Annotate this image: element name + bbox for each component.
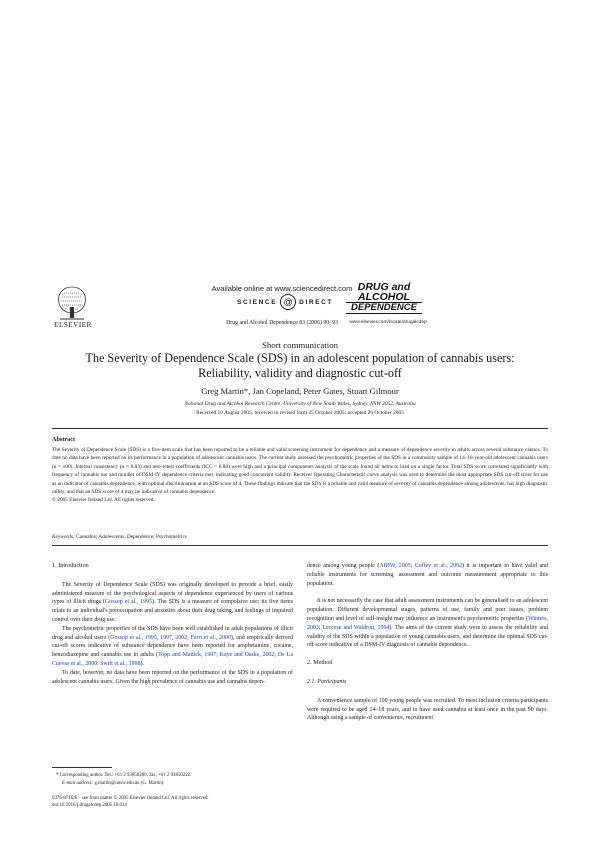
section-heading-introduction: 1. Introduction — [52, 562, 89, 569]
paragraph: To date, however, no data have been reported on the performance of the SDS in a population of adolescent cannabis users. Given the high prevalence of cannabis use and cannabis depen- — [52, 669, 293, 685]
issn-line: 0376-8716/$ – see front matter © 2005 Elsevier Ireland Ltd. All rights reserved. — [52, 796, 209, 801]
text-run: ). — [140, 660, 144, 667]
journal-citation: Drug and Alcohol Dependence 83 (2006) 90–93 — [226, 320, 338, 326]
text-run: ). The SDS is a measure of compulsive use; its five items relate to an individual's preoccupation and anxieties about their drug taking, and feelings of impaired control over their drug use. — [52, 599, 293, 623]
abstract-text — [52, 446, 548, 505]
paragraph — [52, 581, 293, 625]
received-dates: Received 10 August 2005; received in revised form 25 October 2005; accepted 26 October 2005 — [196, 410, 404, 416]
text-run: The Severity of Dependence Scale (SDS) was originally developed to provide a brief, easily administered measure of the psychological aspects of dependence experienced by users of various types of illicit drugs ( — [52, 581, 293, 606]
article-title: The Severity of Dependence Scale (SDS) in an adolescent population of cannabis users: Reliability, validity and diagnostic cut-off — [85, 351, 515, 380]
email-label: E-mail address: — [62, 780, 94, 786]
available-online-note: Available online at www.sciencedirect.com — [211, 284, 353, 293]
front-matter-info — [52, 795, 312, 810]
footnote-divider — [52, 767, 112, 768]
keywords — [52, 534, 548, 540]
citation-link[interactable]: Gossop et al., 1995 — [105, 599, 153, 606]
email-line — [52, 780, 293, 788]
sciencedirect-at-icon: @ — [280, 294, 296, 310]
citation-link[interactable]: Topp and Mattick, 1997; Kaye and Darke, 2002; De La Cuevas et al., 2000; Swift et al., 1998 — [52, 652, 293, 667]
text-run: The psychometric properties of the SDS have been well established in adult populations of illicit drug and alcohol users ( — [52, 625, 293, 641]
sciencedirect-word-1: SCIENCE — [237, 298, 278, 306]
text-run: ), and empirically derived cut-off scores indicative of substance dependence have been reported for amphetamine, cocaine, benzodiazepine and cannabis use in adults ( — [52, 634, 293, 659]
abstract-body: The Severity of Dependence Scale (SDS) is a five-item scale that has been reported to be a reliable and valid screening instrument for dependence and a measure of dependence severity in adults across several substance classes. To date no data have been reported on its performance in a population of adolescent cannabis users. The current study assessed the psychometric properties of the SDS in a community sample of 14–18-year-old adolescent cannabis users (n = 100). Internal consistency (α = 0.83) and test–retest coefficients (ICC = 0.88) were high and a principal components analysis of the scale found all items to load on a single factor. Total SDS score correlated significantly with frequency of cannabis use and number of DSM-IV dependence criteria met, indicating good concurrent validity. Receiver Operating Characteristic curve analysis was used to determine the most appropriate SDS cut-off score for use as an indicator of cannabis dependence, with optimal discrimination at an SDS score of 4. These findings indicate that the SDS is a reliable and valid measure of severity of cannabis dependence among adolescents, has high diagnostic utility, and that an SDS score of 4 may be indicative of cannabis dependence. — [52, 447, 548, 496]
citation-link[interactable]: Winters, 2003; Leccese and Waldron, 1994 — [307, 615, 548, 631]
keywords-label: Keywords: — [52, 534, 75, 540]
paragraph — [52, 625, 293, 669]
text-run: It is not necessarily the case that adult assessment instruments can be generalised to an adolescent population. Different developmental stages, patterns of use, family and peer issues, problem recognition and level of self-insight may influence an instrument's psychometric properties ( — [307, 598, 548, 622]
paragraph — [307, 597, 548, 650]
paragraph — [307, 562, 548, 588]
citation-link[interactable]: Gossop et al., 1995, 1997, 2002; Ferri et al., 2000 — [110, 634, 231, 641]
abstract-copyright: © 2005 Elsevier Ireland Ltd. All rights reserved. — [52, 497, 155, 504]
paragraph: A convenience sample of 100 young people was recruited. To meet inclusion criteria participants were required to be aged 14–18 years, and to have used cannabis at least once in the past 90 days. Although using a sample of convenience, recruitment — [307, 697, 548, 722]
left-column — [52, 562, 293, 686]
section-heading-method: 2. Method — [307, 659, 333, 667]
subsection-heading-participants: 2.1. Participants — [307, 678, 347, 685]
divider-top — [52, 428, 548, 429]
divider-abstract — [52, 545, 548, 546]
journal-logo-line-2: ALCOHOL — [358, 291, 410, 303]
journal-logo — [346, 282, 422, 314]
abstract-heading: Abstract — [52, 436, 76, 443]
text-run: ). The aims of the current study were to assess the reliability and validity of the SDS within a population of young cannabis users, and determine the optimal SDS cut-off score indicative of a DSM-IV diagnosis of cannabis dependence. — [307, 624, 549, 649]
corresponding-author-footnote — [52, 772, 293, 787]
paragraph-gap — [307, 588, 548, 597]
text-run: ) it is important to have valid and reliable instruments for screening, assessment and outcome measurement appropriate to this population. — [307, 563, 548, 587]
citation-link[interactable]: AIHW, 2005; Coffey et al., 2002 — [379, 563, 463, 569]
doi-line[interactable]: doi:10.1016/j.drugalcdep.2005.10.014 — [52, 803, 127, 809]
journal-logo-line-3: DEPENDENCE — [346, 302, 422, 314]
text-run: dence among young people ( — [307, 563, 380, 569]
article-type: Short communication — [262, 340, 338, 350]
author-list: Greg Martin*, Jan Copeland, Peter Gates, Stuart Gilmour — [201, 386, 399, 396]
corresponding-author-contact: * Corresponding author. Tel.: +61 2 93850280; fax: +61 2 93850222. — [56, 773, 192, 778]
publisher-name: ELSEVIER — [54, 321, 92, 329]
elsevier-tree-logo — [52, 283, 92, 321]
right-column — [307, 562, 548, 723]
paragraph-gap — [307, 650, 548, 659]
sciencedirect-word-2: DIRECT — [299, 298, 333, 306]
journal-url: www.elsevier.com/locate/drugalcdep — [349, 320, 427, 325]
keywords-list: Cannabis; Adolescents; Dependence; Psychometrics — [76, 534, 187, 540]
email-address[interactable]: g.martin@unsw.edu.au (G. Martin). — [94, 780, 165, 786]
journal-logo-line-1: DRUG and — [357, 281, 411, 293]
affiliation: National Drug and Alcohol Research Centre, University of New South Wales, Sydney, NSW 2052, Australia — [184, 401, 416, 407]
